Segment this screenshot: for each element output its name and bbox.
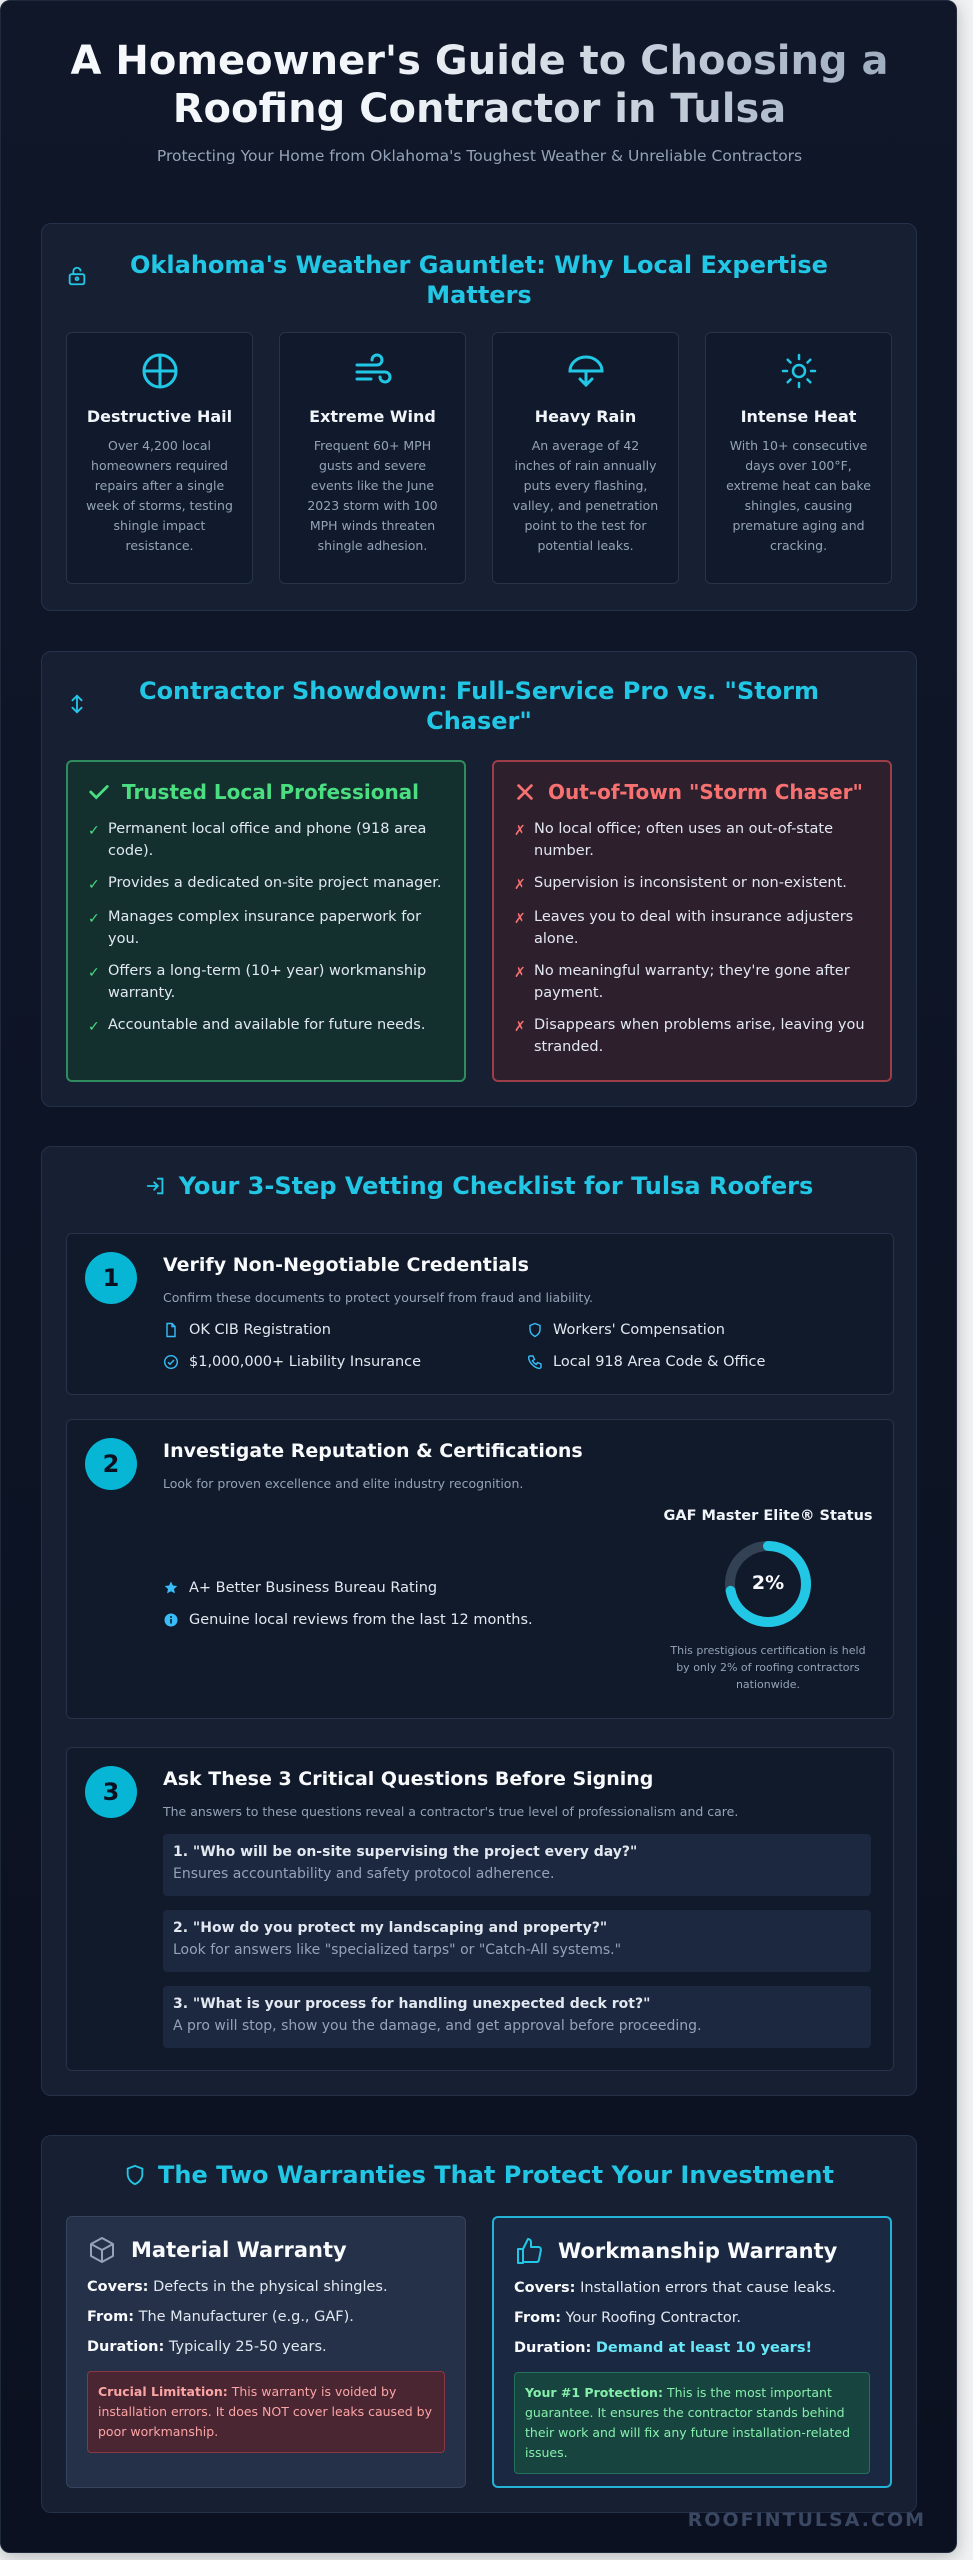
credential-item: Local 918 Area Code & Office <box>527 1354 765 1370</box>
step-card-3 <box>66 1747 894 2071</box>
step-title: Investigate Reputation & Certifications <box>163 1440 583 1462</box>
gaf-ring-gauge <box>718 1534 818 1634</box>
sort-arrows-icon <box>66 692 88 714</box>
step-number: 2 <box>85 1438 137 1490</box>
trusted-pro-list <box>88 818 444 1038</box>
storm-chaser-column: Out-of-Town "Storm Chaser" ✗ No local office; often uses an out-of-state number. ✗ Supervision is inconsistent or non-existent. ✗ Leaves you to deal with insurance adjusters alone. ✗ No meaningful warranty; they're gone after payment. ✗ Disappears when problems arise, leaving you stranded. <box>492 760 892 1082</box>
document-icon <box>163 1322 179 1338</box>
credential-item: Workers' Compensation <box>527 1322 725 1338</box>
umbrella-icon <box>566 351 606 391</box>
check-icon <box>88 781 110 803</box>
star-icon <box>163 1580 179 1596</box>
x-mark-icon: ✗ <box>514 911 526 927</box>
question-box: 1. "Who will be on-site supervising the project every day?" Ensures accountability and safety protocol adherence. <box>163 1834 871 1896</box>
workmanship-warranty-card: Workmanship Warranty Covers: Installation errors that cause leaks. From: Your Roofing Contractor. Duration: Demand at least 10 years! Your #1 Protection: This is the most important guarantee. It ensures the contractor stands behind their work and will fix any future installation-related issues. <box>492 2216 892 2488</box>
check-mark-icon: ✓ <box>88 1019 100 1035</box>
weather-heading: Oklahoma's Weather Gauntlet: Why Local Expertise Matters <box>42 224 916 310</box>
step-title: Verify Non-Negotiable Credentials <box>163 1254 529 1276</box>
step-card-2 <box>66 1419 894 1719</box>
gaf-title: GAF Master Elite® Status <box>663 1508 873 1524</box>
x-mark-icon: ✗ <box>514 877 526 893</box>
step-card-1 <box>66 1233 894 1395</box>
weather-card-wind: Extreme Wind Frequent 60+ MPH gusts and severe events like the June 2023 storm with 100 MPH winds threaten shingle adhesion. <box>279 332 466 584</box>
gaf-value: 2% <box>751 1572 785 1594</box>
x-mark-icon: ✗ <box>514 1019 526 1035</box>
question-box: 3. "What is your process for handling unexpected deck rot?" A pro will stop, show you the damage, and get approval before proceeding. <box>163 1986 871 2048</box>
step-subtitle: Confirm these documents to protect yourself from fraud and liability. <box>163 1290 593 1305</box>
info-icon <box>163 1612 179 1628</box>
step-title: Ask These 3 Critical Questions Before Signing <box>163 1768 654 1790</box>
checklist-section <box>41 1146 917 2096</box>
shield-icon <box>124 2163 146 2193</box>
list-item: ✗ No meaningful warranty; they're gone after payment. <box>514 960 870 1004</box>
material-warranty-card: Material Warranty Covers: Defects in the physical shingles. From: The Manufacturer (e.g., GAF). Duration: Typically 25-50 years. Crucial Limitation: This warranty is voided by installation errors. It does NOT cover leaks caused by poor workmanship. <box>66 2216 466 2488</box>
weather-card-rain: Heavy Rain An average of 42 inches of rain annually puts every flashing, valley, and penetration point to the test for potential leaks. <box>492 332 679 584</box>
list-item: ✗ Disappears when problems arise, leaving you stranded. <box>514 1014 870 1058</box>
list-item: ✗ No local office; often uses an out-of-state number. <box>514 818 870 862</box>
x-mark-icon: ✗ <box>514 965 526 981</box>
step-number: 3 <box>85 1766 137 1818</box>
page-title: A Homeowner's Guide to Choosing a Roofing Contractor in Tulsa <box>1 37 957 133</box>
x-icon <box>514 781 536 803</box>
reputation-item: Genuine local reviews from the last 12 months. <box>163 1612 533 1628</box>
step-subtitle: Look for proven excellence and elite industry recognition. <box>163 1476 524 1491</box>
warranties-section <box>41 2135 917 2513</box>
shield-icon <box>527 1322 543 1338</box>
credential-item: $1,000,000+ Liability Insurance <box>163 1354 421 1370</box>
checklist-heading: Your 3-Step Vetting Checklist for Tulsa Roofers <box>42 1147 916 1204</box>
wind-icon <box>353 351 393 391</box>
step-subtitle: The answers to these questions reveal a contractor's true level of professionalism and care. <box>163 1804 739 1819</box>
trusted-pro-column: Trusted Local Professional ✓ Permanent local office and phone (918 area code). ✓ Provides a dedicated on-site project manager. ✓ Manages complex insurance paperwork for you. ✓ Offers a long-term (10+ year) workmanship warranty. ✓ Accountable and available for future needs. <box>66 760 466 1082</box>
showdown-heading: Contractor Showdown: Full-Service Pro vs. "Storm Chaser" <box>42 652 916 736</box>
check-mark-icon: ✓ <box>88 823 100 839</box>
question-box: 2. "How do you protect my landscaping and property?" Look for answers like "specialized tarps" or "Catch-All systems." <box>163 1910 871 1972</box>
thumbs-up-icon <box>514 2236 544 2266</box>
reputation-item: A+ Better Business Bureau Rating <box>163 1580 437 1596</box>
weather-cards <box>66 332 892 584</box>
warranties-heading: The Two Warranties That Protect Your Investment <box>42 2136 916 2193</box>
storm-chaser-list <box>514 818 870 1058</box>
sun-icon <box>779 351 819 391</box>
limitation-note: Crucial Limitation: This warranty is voided by installation errors. It does NOT cover leaks caused by poor workmanship. <box>87 2371 445 2453</box>
check-mark-icon: ✓ <box>88 877 100 893</box>
list-item: ✗ Leaves you to deal with insurance adjusters alone. <box>514 906 870 950</box>
list-item: ✓ Provides a dedicated on-site project manager. <box>88 872 444 896</box>
login-arrow-icon <box>145 1174 167 1204</box>
list-item: ✓ Manages complex insurance paperwork for you. <box>88 906 444 950</box>
check-mark-icon: ✓ <box>88 965 100 981</box>
hail-icon <box>140 351 180 391</box>
lock-icon <box>66 264 88 286</box>
phone-icon <box>527 1354 543 1370</box>
check-circle-icon <box>163 1354 179 1370</box>
gaf-status-panel <box>663 1504 873 1693</box>
weather-card-heat: Intense Heat With 10+ consecutive days over 100°F, extreme heat can bake shingles, causing premature aging and cracking. <box>705 332 892 584</box>
x-mark-icon: ✗ <box>514 823 526 839</box>
hero-header <box>1 37 957 165</box>
credential-item: OK CIB Registration <box>163 1322 331 1338</box>
check-mark-icon: ✓ <box>88 911 100 927</box>
gaf-note: This prestigious certification is held by only 2% of roofing contractors nationwide. <box>670 1644 866 1691</box>
weather-card-hail: Destructive Hail Over 4,200 local homeowners required repairs after a single week of storms, testing shingle impact resistance. <box>66 332 253 584</box>
list-item: ✗ Supervision is inconsistent or non-existent. <box>514 872 870 896</box>
list-item: ✓ Offers a long-term (10+ year) workmanship warranty. <box>88 960 444 1004</box>
page-subtitle: Protecting Your Home from Oklahoma's Toughest Weather & Unreliable Contractors <box>156 147 803 165</box>
list-item: ✓ Accountable and available for future needs. <box>88 1014 444 1038</box>
showdown-section <box>41 651 917 1107</box>
protection-note: Your #1 Protection: This is the most important guarantee. It ensures the contractor stands behind their work and will fix any future installation-related issues. <box>514 2372 870 2474</box>
weather-section <box>41 223 917 611</box>
cube-icon <box>87 2235 117 2265</box>
footer-brand: ROOFINTULSA.COM <box>687 2509 926 2531</box>
step-number: 1 <box>85 1252 137 1304</box>
list-item: ✓ Permanent local office and phone (918 area code). <box>88 818 444 862</box>
